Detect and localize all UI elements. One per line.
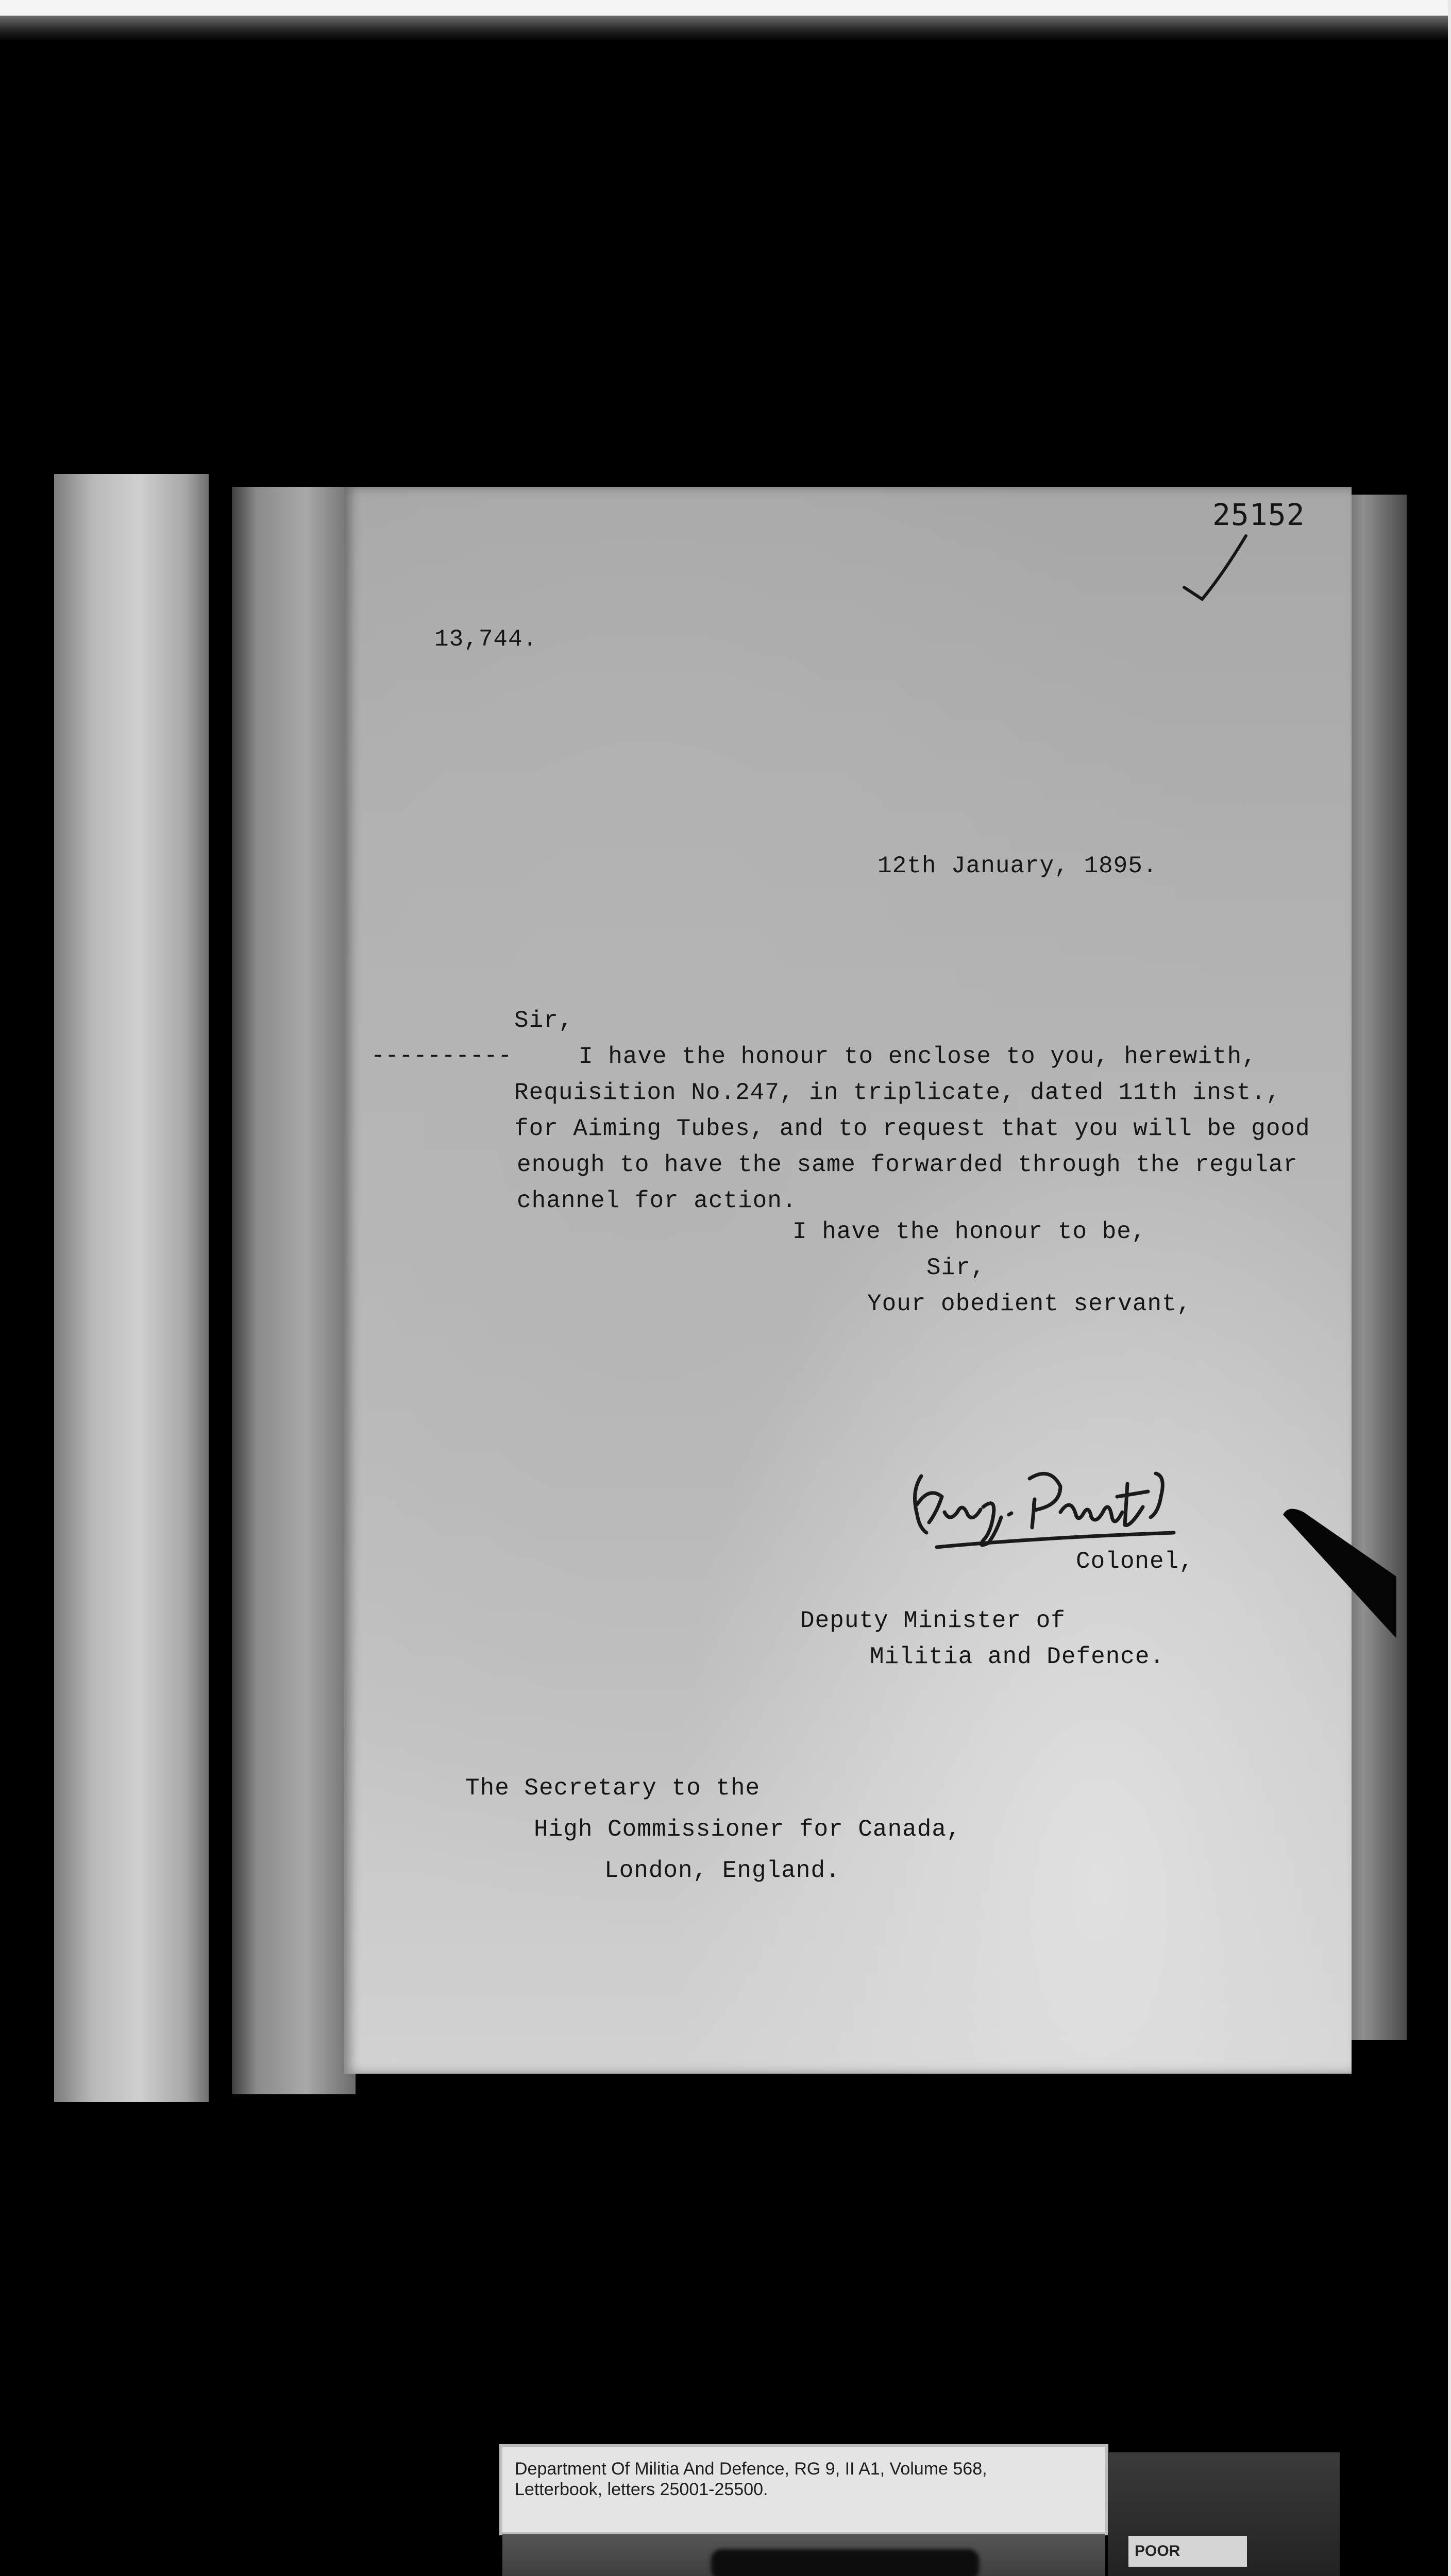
addressee-line-2: High Commissioner for Canada, xyxy=(534,1816,961,1843)
left-binding-leaf xyxy=(54,474,209,2102)
checkmark-icon xyxy=(1179,533,1251,605)
illegible-stamp xyxy=(711,2549,979,2576)
archive-caption xyxy=(502,2447,1105,2532)
film-right-edge xyxy=(1448,0,1451,2576)
archive-caption-line-2: Letterbook, letters 25001-25500. xyxy=(515,2480,768,2499)
closing-line-1: I have the honour to be, xyxy=(792,1218,1146,1245)
body-line-4: enough to have the same forwarded through the regular xyxy=(517,1151,1298,1178)
title-line-1: Deputy Minister of xyxy=(800,1607,1066,1634)
body-line-2: Requisition No.247, in triplicate, dated 11th inst., xyxy=(514,1079,1281,1106)
body-line-5: channel for action. xyxy=(517,1188,797,1214)
signature xyxy=(906,1455,1194,1558)
salutation: Sir, xyxy=(514,1007,573,1034)
film-top-edge xyxy=(0,0,1451,41)
archive-caption-line-1: Department Of Militia And Defence, RG 9, II A1, Volume 568, xyxy=(515,2459,987,2479)
addressee-line-1: The Secretary to the xyxy=(465,1775,761,1802)
page-number: 25152 xyxy=(1212,497,1305,532)
reference-number: 13,744. xyxy=(434,626,538,653)
closing-line-3: Your obedient servant, xyxy=(867,1291,1192,1317)
addressee-line-3: London, England. xyxy=(604,1857,840,1884)
body-line-1: I have the honour to enclose to you, herewith, xyxy=(579,1043,1257,1070)
rank: Colonel, xyxy=(1076,1548,1194,1575)
letter-date: 12th January, 1895. xyxy=(878,853,1158,879)
archive-tag-label: POOR xyxy=(1128,2536,1247,2567)
closing-line-2: Sir, xyxy=(926,1255,986,1281)
letter-page xyxy=(344,487,1352,2074)
inner-fold-strip xyxy=(232,487,356,2094)
body-line-3: for Aiming Tubes, and to request that you will be good xyxy=(514,1115,1310,1142)
pen-pointer-icon xyxy=(1283,1504,1396,1638)
title-line-2: Militia and Defence. xyxy=(870,1643,1165,1670)
margin-mark: ---------- xyxy=(371,1043,513,1069)
